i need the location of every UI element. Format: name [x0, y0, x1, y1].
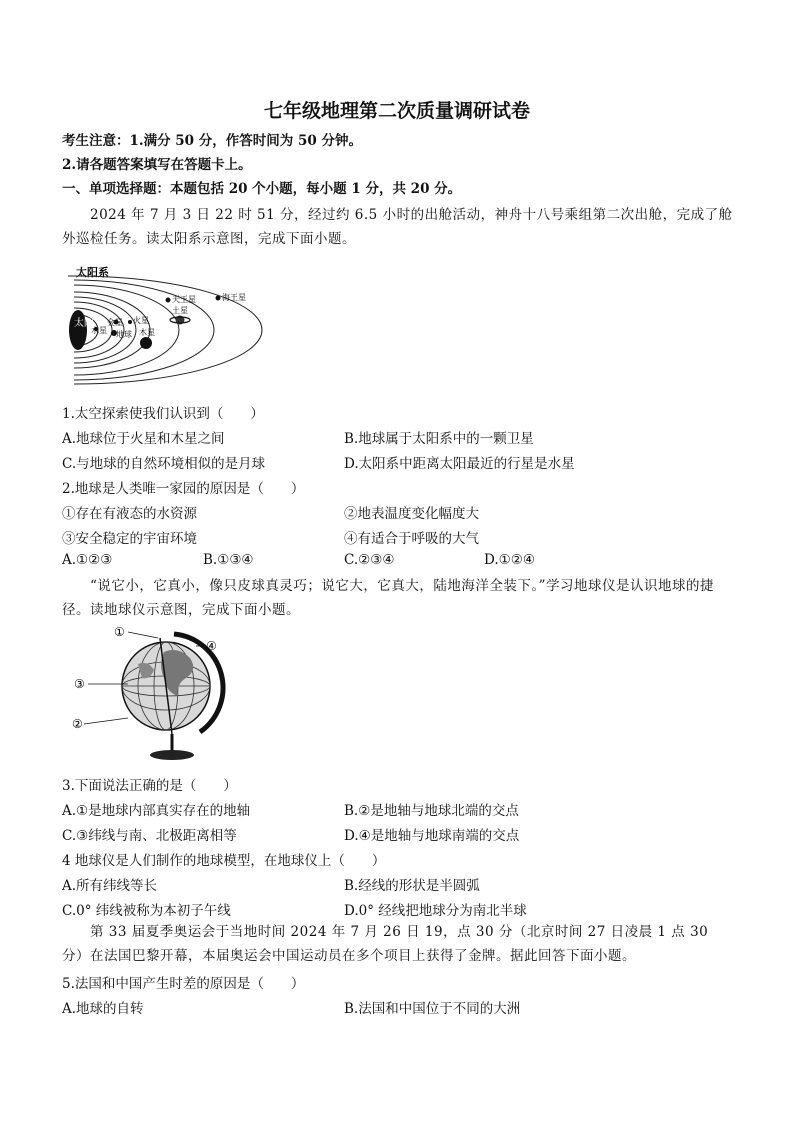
- globe-marker-2: ②: [72, 717, 83, 731]
- q3-option-c: C.③纬线与南、北极距离相等: [62, 828, 237, 844]
- intro-paragraph-1: 2024 年 7 月 3 日 22 时 51 分，经过约 6.5 小时的出舱活动，神舟十八号乘组第二次出舱，完成了舱外巡检任务。读太阳系示意图，完成下面小题。: [62, 207, 733, 247]
- q2-statement-3: ③安全稳定的宇宙环境: [62, 531, 197, 547]
- globe-marker-1: ①: [114, 625, 125, 639]
- q2-option-a: A.①②③: [62, 552, 113, 568]
- q2-option-b: B.①③④: [203, 552, 254, 568]
- q5-option-a: A.地球的自转: [62, 1001, 144, 1017]
- q4-stem: 4 地球仪是人们制作的地球模型，在地球仪上（ ）: [62, 853, 386, 869]
- notice-line-1: 考生注意：1.满分 50 分，作答时间为 50 分钟。: [62, 133, 362, 149]
- q3-option-b: B.②是地轴与地球北端的交点: [344, 803, 519, 819]
- q2-statement-1: ①存在有液态的水资源: [62, 506, 197, 522]
- neptune-icon: [216, 296, 221, 301]
- globe-marker-3: ③: [74, 677, 85, 691]
- q1-option-b: B.地球属于太阳系中的一颗卫星: [344, 431, 534, 447]
- q3-stem: 3.下面说法正确的是（ ）: [62, 778, 237, 794]
- globe-base: [150, 750, 194, 760]
- neptune-label: 海王星: [222, 293, 246, 302]
- q1-option-d: D.太阳系中距离太阳最近的行星是水星: [344, 456, 575, 472]
- uranus-label: 天王星: [172, 295, 196, 304]
- mars-label: 火星: [133, 316, 149, 325]
- q5-stem: 5.法国和中国产生时差的原因是（ ）: [62, 976, 305, 992]
- q2-stem: 2.地球是人类唯一家园的原因是（ ）: [62, 481, 305, 497]
- solar-title: 太阳系: [76, 266, 109, 279]
- globe-marker-4: ④: [206, 639, 217, 653]
- intro-paragraph-2: “说它小，它真小，像只皮球真灵巧；说它大，它真大，陆地海洋全装下。”学习地球仪是认识地球的捷径。读地球仪示意图，完成下面小题。: [62, 578, 715, 618]
- mercury-label: 水星: [91, 326, 107, 335]
- q4-option-a: A.所有纬线等长: [62, 878, 158, 894]
- section-heading: 一、单项选择题：本题包括 20 个小题，每小题 1 分，共 20 分。: [62, 181, 462, 197]
- q3-option-a: A.①是地球内部真实存在的地轴: [62, 803, 251, 819]
- q1-option-a: A.地球位于火星和木星之间: [62, 431, 225, 447]
- q1-stem: 1.太空探索使我们认识到（ ）: [62, 406, 264, 422]
- q3-option-d: D.④是地轴与地球南端的交点: [344, 828, 520, 844]
- venus-label: 金星: [107, 318, 123, 327]
- q2-statement-4: ④有适合于呼吸的大气: [344, 531, 479, 547]
- intro-paragraph-3: 第 33 届夏季奥运会于当地时间 2024 年 7 月 26 日 19，点 30 分（北京时间 27 日凌晨 1 点 30 分）在法国巴黎开幕，本届奥运会中国运动员在多个项目上获得了金牌。据此回答下面小题。: [62, 924, 709, 964]
- globe-diagram: [68, 622, 228, 772]
- q4-option-b: B.经线的形状是半圆弧: [344, 878, 480, 894]
- saturn-label: 土星: [172, 306, 188, 315]
- page-title: 七年级地理第二次质量调研试卷: [263, 100, 530, 122]
- q2-option-c: C.②③④: [344, 552, 395, 568]
- sun-label: 太阳: [74, 318, 94, 329]
- uranus-icon: [166, 298, 171, 303]
- q4-option-d: D.0° 经线把地球分为南北半球: [344, 903, 527, 919]
- earth-label: 地球: [116, 330, 132, 339]
- sun-icon: [69, 310, 87, 350]
- mars-icon: [128, 320, 132, 324]
- q4-option-c: C.0° 纬线被称为本初子午线: [62, 903, 231, 919]
- solar-system-diagram: [68, 262, 268, 386]
- q5-option-b: B.法国和中国位于不同的大洲: [344, 1001, 521, 1017]
- jupiter-icon: [140, 337, 152, 349]
- q2-option-d: D.①②④: [484, 552, 535, 568]
- q1-option-c: C.与地球的自然环境相似的是月球: [62, 456, 266, 472]
- notice-line-2: 2.请各题答案填写在答题卡上。: [62, 157, 252, 173]
- q2-statement-2: ②地表温度变化幅度大: [344, 506, 479, 522]
- jupiter-label: 木星: [139, 328, 155, 337]
